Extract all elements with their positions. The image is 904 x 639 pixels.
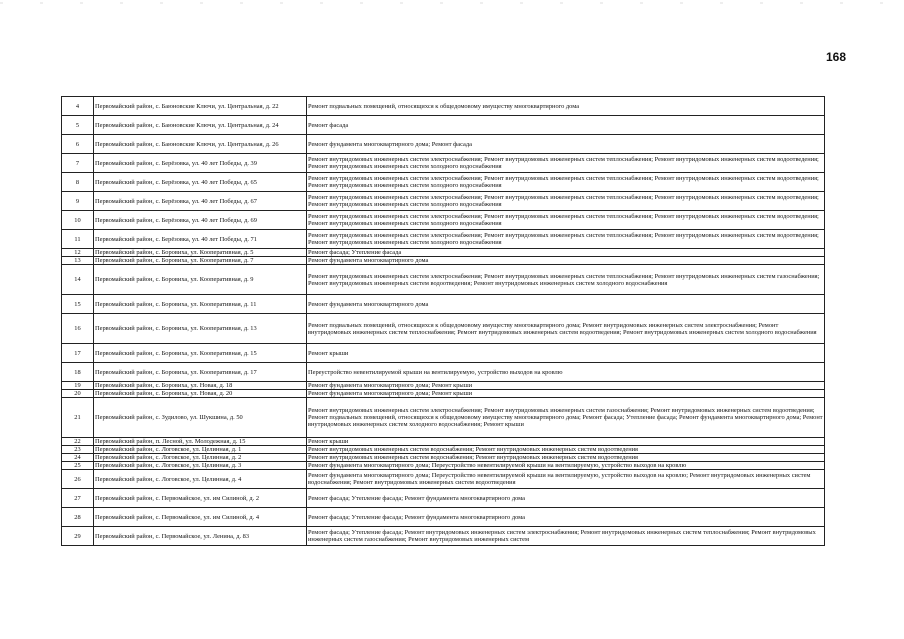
- table-row: [62, 314, 825, 344]
- table-row: [62, 527, 825, 546]
- address-cell: Первомайский район, п. Лесной, ул. Молодежная, д. 15: [94, 438, 307, 446]
- table-row: [62, 265, 825, 295]
- repair-program-table: [61, 96, 825, 546]
- table-row: [62, 173, 825, 192]
- table-row: [62, 462, 825, 470]
- table-row: [62, 211, 825, 230]
- row-number: 16: [62, 314, 94, 344]
- table-row: [62, 454, 825, 462]
- works-cell: Ремонт крыши: [307, 344, 825, 363]
- table-row: [62, 135, 825, 154]
- address-cell: Первомайский район, с. Берёзовка, ул. 40 лет Победы, д. 39: [94, 154, 307, 173]
- row-number: 5: [62, 116, 94, 135]
- works-cell: Ремонт фасада; Утепление фасада: [307, 249, 825, 257]
- address-cell: Первомайский район, с. Боровиха, ул. Новая, д. 18: [94, 382, 307, 390]
- table-row: [62, 489, 825, 508]
- works-cell: Ремонт фасада; Утепление фасада; Ремонт внутридомовых инженерных систем электроснабжения; Ремонт внутридомовых инженерных систем теплоснабжения; Ремонт внутридомовых инженерных систем газоснабжения; Ремонт внутридомовых инженерных систем: [307, 527, 825, 546]
- address-cell: Первомайский район, с. Логовское, ул. Целинная, д. 3: [94, 462, 307, 470]
- row-number: 6: [62, 135, 94, 154]
- address-cell: Первомайский район, с. Логовское, ул. Целинная, д. 1: [94, 446, 307, 454]
- address-cell: Первомайский район, с. Баюновские Ключи, ул. Центральная, д. 24: [94, 116, 307, 135]
- table-row: [62, 230, 825, 249]
- works-cell: Переустройство невентилируемой крыши на вентилируемую, устройство выходов на кровлю: [307, 363, 825, 382]
- works-cell: Ремонт подвальных помещений, относящихся к общедомовому имуществу многоквартирного дома; Ремонт внутридомовых инженерных систем электроснабжения; Ремонт внутридомовых инженерных систем теплоснабжения; Ремонт внутридомовых инженерных систем водоотведения; Ремонт внутридомовых инженерных систем холодного водоснабжения: [307, 314, 825, 344]
- address-cell: Первомайский район, с. Боровиха, ул. Кооперативная, д. 17: [94, 363, 307, 382]
- address-cell: Первомайский район, с. Боровиха, ул. Кооперативная, д. 15: [94, 344, 307, 363]
- works-cell: Ремонт внутридомовых инженерных систем электроснабжения; Ремонт внутридомовых инженерных систем теплоснабжения; Ремонт внутридомовых инженерных систем водоотведения; Ремонт внутридомовых инженерных систем холодного водоснабжения: [307, 173, 825, 192]
- address-cell: Первомайский район, с. Баюновские Ключи, ул. Центральная, д. 22: [94, 97, 307, 116]
- row-number: 15: [62, 295, 94, 314]
- row-number: 20: [62, 390, 94, 398]
- row-number: 29: [62, 527, 94, 546]
- row-number: 10: [62, 211, 94, 230]
- row-number: 28: [62, 508, 94, 527]
- row-number: 24: [62, 454, 94, 462]
- address-cell: Первомайский район, с. Боровиха, ул. Кооперативная, д. 11: [94, 295, 307, 314]
- works-cell: Ремонт внутридомовых инженерных систем электроснабжения; Ремонт внутридомовых инженерных систем теплоснабжения; Ремонт внутридомовых инженерных систем водоотведения; Ремонт внутридомовых инженерных систем холодного водоснабжения: [307, 230, 825, 249]
- address-cell: Первомайский район, с. Логовское, ул. Целинная, д. 4: [94, 470, 307, 489]
- works-cell: Ремонт фундамента многоквартирного дома; Переустройство невентилируемой крыши на вентилируемую, устройство выходов на кровлю: [307, 462, 825, 470]
- row-number: 22: [62, 438, 94, 446]
- works-cell: Ремонт внутридомовых инженерных систем электроснабжения; Ремонт внутридомовых инженерных систем теплоснабжения; Ремонт внутридомовых инженерных систем газоснабжения; Ремонт внутридомовых инженерных систем водоотведения; Ремонт внутридомовых инженерных систем холодного водоснабжения: [307, 265, 825, 295]
- table-row: [62, 508, 825, 527]
- row-number: 17: [62, 344, 94, 363]
- works-cell: Ремонт фундамента многоквартирного дома: [307, 295, 825, 314]
- works-cell: Ремонт внутридомовых инженерных систем водоснабжения; Ремонт внутридомовых инженерных систем водоотведения: [307, 446, 825, 454]
- table-row: [62, 438, 825, 446]
- works-cell: Ремонт внутридомовых инженерных систем электроснабжения; Ремонт внутридомовых инженерных систем газоснабжения; Ремонт внутридомовых инженерных систем водоотведения; Ремонт подвальных помещений, относящихся к общедомовому имуществу многоквартирного дома; Ремонт фасада; Утепление фасада; Ремонт фундамента многоквартирного дома; Ремонт внутридомовых инженерных систем холодного водоснабжения; Ремонт крыши: [307, 398, 825, 438]
- row-number: 26: [62, 470, 94, 489]
- address-cell: Первомайский район, с. Первомайское, ул. Ленина, д. 83: [94, 527, 307, 546]
- works-cell: Ремонт фундамента многоквартирного дома; Ремонт крыши: [307, 382, 825, 390]
- address-cell: Первомайский район, с. Логовское, ул. Целинная, д. 2: [94, 454, 307, 462]
- scan-artifact-line: [0, 2, 904, 4]
- works-cell: Ремонт фасада; Утепление фасада; Ремонт фундамента многоквартирного дома: [307, 508, 825, 527]
- row-number: 9: [62, 192, 94, 211]
- row-number: 27: [62, 489, 94, 508]
- address-cell: Первомайский район, с. Берёзовка, ул. 40 лет Победы, д. 69: [94, 211, 307, 230]
- address-cell: Первомайский район, с. Берёзовка, ул. 40 лет Победы, д. 71: [94, 230, 307, 249]
- table-row: [62, 116, 825, 135]
- row-number: 14: [62, 265, 94, 295]
- row-number: 12: [62, 249, 94, 257]
- works-cell: Ремонт внутридомовых инженерных систем электроснабжения; Ремонт внутридомовых инженерных систем теплоснабжения; Ремонт внутридомовых инженерных систем водоотведения; Ремонт внутридомовых инженерных систем холодного водоснабжения: [307, 192, 825, 211]
- address-cell: Первомайский район, с. Боровиха, ул. Кооперативная, д. 7: [94, 257, 307, 265]
- row-number: 7: [62, 154, 94, 173]
- row-number: 19: [62, 382, 94, 390]
- table-row: [62, 249, 825, 257]
- row-number: 23: [62, 446, 94, 454]
- table-row: [62, 398, 825, 438]
- table-row: [62, 97, 825, 116]
- table-row: [62, 344, 825, 363]
- address-cell: Первомайский район, с. Боровиха, ул. Новая, д. 20: [94, 390, 307, 398]
- works-cell: Ремонт фундамента многоквартирного дома: [307, 257, 825, 265]
- table-row: [62, 446, 825, 454]
- address-cell: Первомайский район, с. Первомайское, ул. им Силиной, д. 2: [94, 489, 307, 508]
- works-cell: Ремонт фасада: [307, 116, 825, 135]
- row-number: 11: [62, 230, 94, 249]
- table-row: [62, 390, 825, 398]
- table-row: [62, 257, 825, 265]
- row-number: 4: [62, 97, 94, 116]
- works-cell: Ремонт подвальных помещений, относящихся к общедомовому имуществу многоквартирного дома: [307, 97, 825, 116]
- works-cell: Ремонт крыши: [307, 438, 825, 446]
- works-cell: Ремонт внутридомовых инженерных систем водоснабжения; Ремонт внутридомовых инженерных систем водоотведения: [307, 454, 825, 462]
- table-row: [62, 295, 825, 314]
- address-cell: Первомайский район, с. Баюновские Ключи, ул. Центральная, д. 26: [94, 135, 307, 154]
- address-cell: Первомайский район, с. Боровиха, ул. Кооперативная, д. 9: [94, 265, 307, 295]
- table-body: [62, 97, 825, 546]
- row-number: 25: [62, 462, 94, 470]
- row-number: 18: [62, 363, 94, 382]
- address-cell: Первомайский район, с. Зудилово, ул. Шукшина, д. 50: [94, 398, 307, 438]
- table-row: [62, 470, 825, 489]
- works-cell: Ремонт фундамента многоквартирного дома; Ремонт фасада: [307, 135, 825, 154]
- address-cell: Первомайский район, с. Берёзовка, ул. 40 лет Победы, д. 65: [94, 173, 307, 192]
- works-cell: Ремонт фасада; Утепление фасада; Ремонт фундамента многоквартирного дома: [307, 489, 825, 508]
- row-number: 21: [62, 398, 94, 438]
- row-number: 13: [62, 257, 94, 265]
- works-cell: Ремонт внутридомовых инженерных систем электроснабжения; Ремонт внутридомовых инженерных систем теплоснабжения; Ремонт внутридомовых инженерных систем водоотведения; Ремонт внутридомовых инженерных систем холодного водоснабжения: [307, 154, 825, 173]
- address-cell: Первомайский район, с. Боровиха, ул. Кооперативная, д. 5: [94, 249, 307, 257]
- address-cell: Первомайский район, с. Берёзовка, ул. 40 лет Победы, д. 67: [94, 192, 307, 211]
- table-row: [62, 192, 825, 211]
- page-number: 168: [825, 50, 846, 64]
- row-number: 8: [62, 173, 94, 192]
- address-cell: Первомайский район, с. Боровиха, ул. Кооперативная, д. 13: [94, 314, 307, 344]
- address-cell: Первомайский район, с. Первомайское, ул. им Силиной, д. 4: [94, 508, 307, 527]
- works-cell: Ремонт фундамента многоквартирного дома; Переустройство невентилируемой крыши на вентилируемую, устройство выходов на кровлю; Ремонт внутридомовых инженерных систем водоснабжения; Ремонт внутридомовых инженерных систем водоотведения: [307, 470, 825, 489]
- table-row: [62, 382, 825, 390]
- table-row: [62, 363, 825, 382]
- works-cell: Ремонт внутридомовых инженерных систем электроснабжения; Ремонт внутридомовых инженерных систем теплоснабжения; Ремонт внутридомовых инженерных систем водоотведения; Ремонт внутридомовых инженерных систем холодного водоснабжения: [307, 211, 825, 230]
- table-row: [62, 154, 825, 173]
- works-cell: Ремонт фундамента многоквартирного дома; Ремонт крыши: [307, 390, 825, 398]
